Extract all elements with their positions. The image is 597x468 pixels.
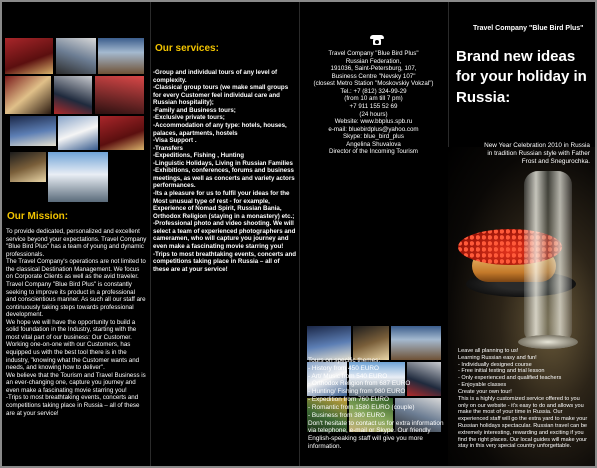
tour-photo-city [391,326,441,360]
tours-price-list: Tours on specific themes: - History from 450 EURO - Art/ Music from 540 EURO - Orthodox Religion from 687 EURO - Hunting/ Fishing from 980 EURO - Expedition from 760 EURO - Romantic from 1580 EURO (couple) - Business from 380 EURO Don't hesitate to contact us for extra information via telephone, e-mail or Skype. Our friendly English-speaking staff will give you more information. [308,357,444,450]
tour-photo-horses [353,326,389,360]
telephone-icon [370,35,384,45]
tour-photo-palace [10,116,56,146]
tour-photo-skater [58,116,98,150]
brochure [2,2,595,466]
headline: Brand new ideas for your holiday in Russia: [456,48,587,106]
tour-photo-theatre [5,76,51,114]
company-name: Travel Company "Blue Bird Plus" [473,25,584,32]
tour-photo-dancer [54,76,92,114]
learning-russian-text: Leave all planning to us! Learning Russian easy and fun! - Individually designed course - Free initial testing and trial lesson - Only experienced and qualified teachers - Enjoyable classes Create your own tour! This is a highly customized service offered to you only on our website - it's easy to do and allows you make the most of your time in Russia. Our experienced staff will go the extra yard to make your Russian holidays spectacular. Russian travel can be extremely interesting, rewarding and exciting if you find the right places. Our local guides will make your stay in this very special country unforgettable. [458,348,588,450]
tour-photo-bird [56,38,96,74]
services-list: -Group and individual tours of any level of complexity. -Classical group tours (we make small groups for every Customer feel individual care and Russian hospitality); -Family and Business tours; -Exclusive private tours; -Accommodation of any type: hotels, houses, palaces, apartments, hostels -Visa Support . -Transfers -Expeditions, Fishing , Hunting -Linguistic Holidays, Living in Russian Families -Exhibitions, conferences, forums and business meetings, as well as concerts and variety actors performances. -Its a pleasure for us to fulfil your ideas for the Most unusual type of rest - for example, Experience of Nomad Spirit, Russian Bania, Orthodox Religion (staying in a monastery) etc.; -Professional photo and video shooting. We will select a team of experienced photographers and cameramen, who will capture you journey and even make a fascinating movie starring you! -Trips to most breathtaking events, concerts and competitions taking place in Russia – all of these are at your service! [153,69,297,273]
mission-text: To provide dedicated, personalized and excellent service beyond your expectations. Travel Company "Blue Bird Plus" has a team of young and dynamic professionals. The Travel Company's operations are not limited to the classical Destination Management. We focus on Corporate Clients as well as the avid traveler. Travel Company "Blue Bird Plus" is constantly seeking to improve its product in a professional and conscientious manner. As such all our staff are continuously taking steps towards professional development. We hope we will have the opportunity to build a solid foundation in the Industry, starting with the most vital part of our business: Our Customer. Working one-on-one with our Customers, has equipped us with the best tool there is in the industry, "knowing what the Customer wants and needs, and knowing how to deliver". We believe that the Tourism and Travel Business is an ever-changing one, capture you journey and even make a fascinating movie starring you! -Trips to most breathtaking events, concerts and competitions taking place in Russia – all of these are at your service! [6,228,147,417]
tour-photo-performance [95,76,144,114]
tour-photo-gymnast [100,116,144,150]
tour-photo-dance-couple [48,152,108,202]
contact-panel [299,2,448,466]
tour-photo-ballet [5,38,53,74]
services-heading: Our services: [155,43,219,54]
cover-panel [448,2,595,466]
tour-photo-cathedral [307,326,351,360]
mission-panel [2,2,150,466]
services-panel [150,2,299,466]
celebration-text: New Year Celebration 2010 in Russia in tradition Russian style with Father Frost and Snegurochka. [484,142,590,165]
tour-photo-bear [98,38,144,74]
contact-details: Travel Company "Blue Bird Plus" Russian Federation, 191036, Saint-Petersburg, 107, Business Centre "Nevsky 107" (closest Metro Station "Moskovskiy Vokzal") Tel.: +7 (812) 324-99-29 (from 10 am till 7 pm) +7 911 155 52 69 (24 hours) Website: www.bbplus.spb.ru e-mail: bluebirdplus@yahoo.com Skype: blue_bird_plus Angelina Shuvalova Director of the Incoming Tourism [313,50,434,156]
mission-heading: Our Mission: [7,211,69,222]
tour-photo-portrait [10,152,46,182]
